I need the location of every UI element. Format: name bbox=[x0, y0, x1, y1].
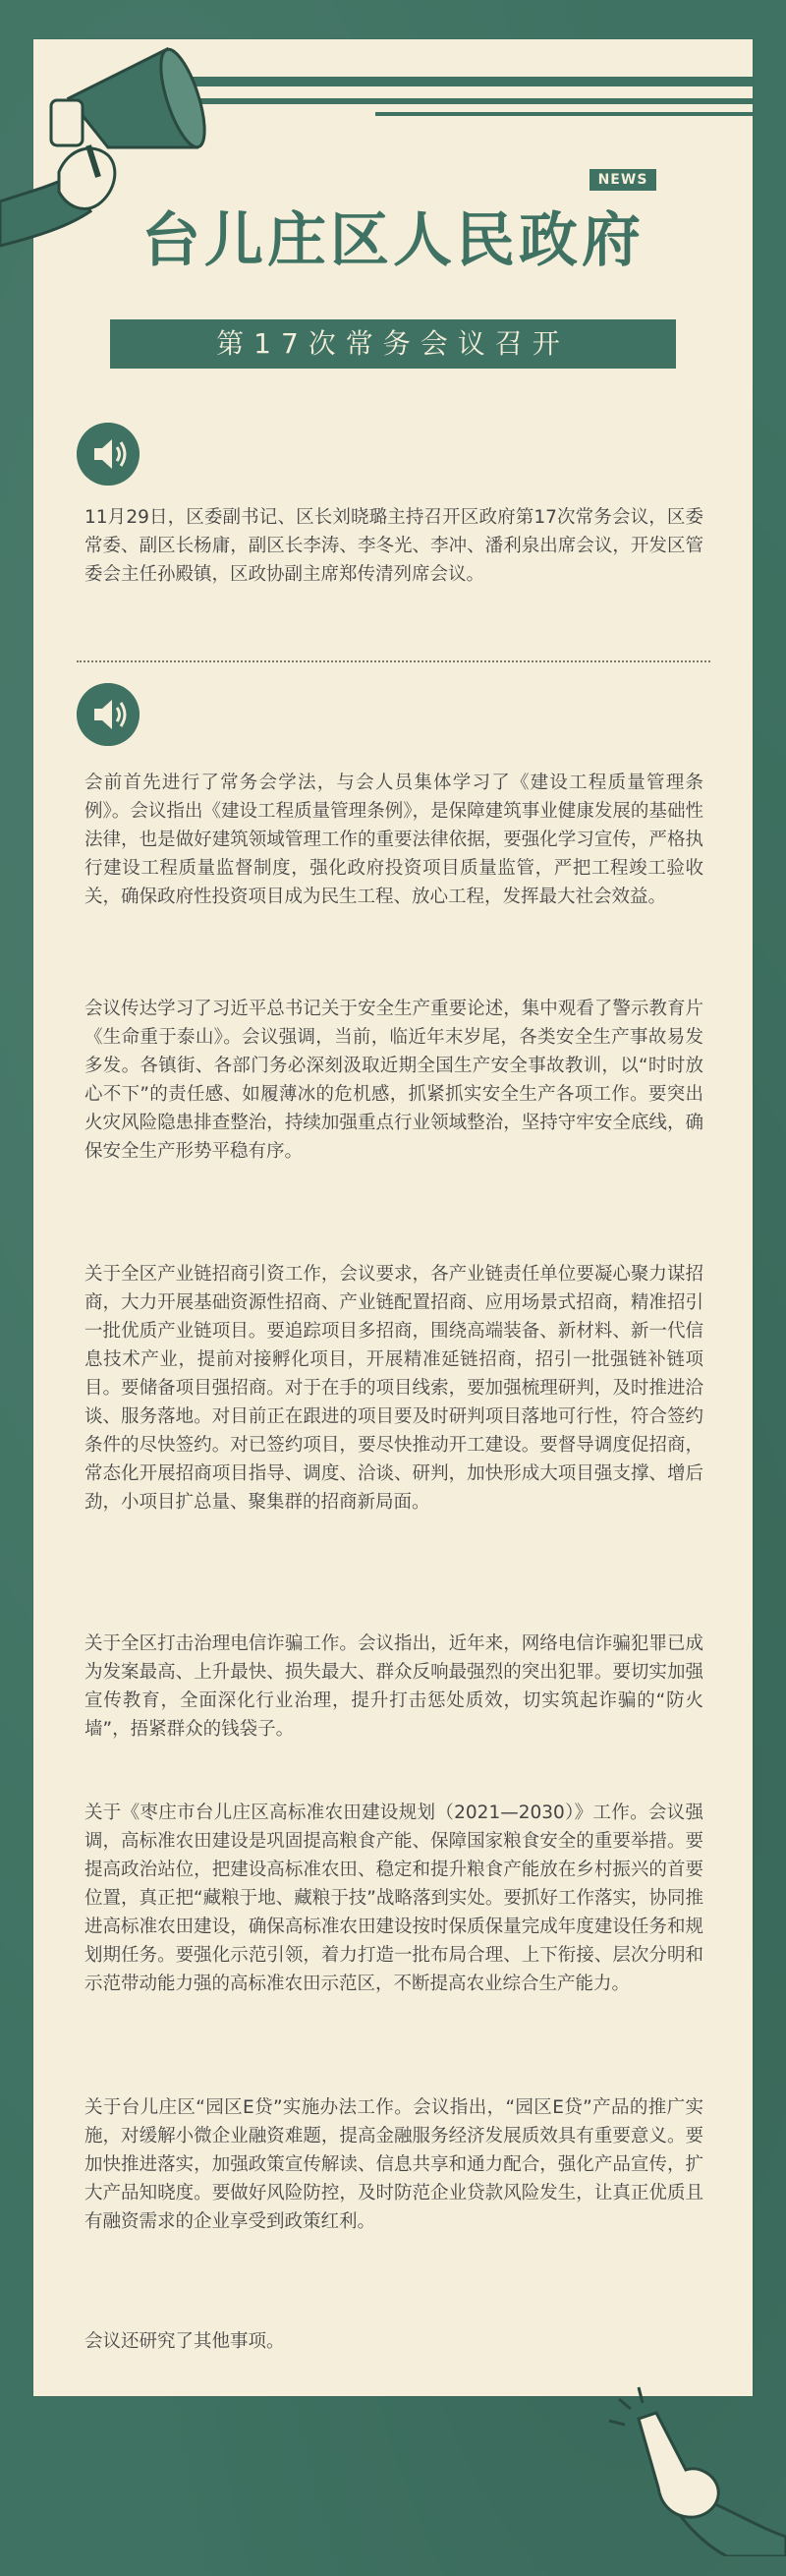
intro-paragraph: 11月29日，区委副书记、区长刘晓璐主持召开区政府第17次常务会议，区委常委、副区长杨庸，副区长李涛、李冬光、李冲、潘利泉出席会议，开发区管委会主任孙殿镇，区政协副主席郑传清列席会议。 bbox=[84, 507, 703, 585]
speaker-icon bbox=[77, 683, 140, 746]
news-tag: NEWS bbox=[590, 169, 656, 191]
body-paragraph: 关于台儿庄区“园区E贷”实施办法工作。会议指出，“园区E贷”产品的推广实施，对缓解小微企业融资难题，提高金融服务经济发展质效具有重要意义。要加快推进落实，加强政策宣传解读、信息共享和通力配合，强化产品宣传，扩大产品知晓度。要做好风险防控，及时防范企业贷款风险发生，让真正优质且有融资需求的企业享受到政策红利。 bbox=[84, 2097, 703, 2232]
body-paragraph: 关于全区打击治理电信诈骗工作。会议指出，近年来，网络电信诈骗犯罪已成为发案最高、上升最快、损失最大、群众反响最强烈的突出犯罪。要切实加强宣传教育，全面深化行业治理，提升打击惩处质效，切实筑起诈骗的“防火墙”，捂紧群众的钱袋子。 bbox=[84, 1633, 703, 1740]
dotted-divider bbox=[77, 660, 710, 662]
body-paragraph: 会议还研究了其他事项。 bbox=[84, 2331, 285, 2352]
body-paragraph: 关于《枣庄市台儿庄区高标准农田建设规划（2021—2030）》工作。会议强调，高标准农田建设是巩固提高粮食产能、保障国家粮食安全的重要举措。要提高政治站位，把建设高标准农田、稳定和提升粮食产能放在乡村振兴的首要位置，真正把“藏粮于地、藏粮于技”战略落到实处。要抓好工作落实，协同推进高标准农田建设，确保高标准农田建设按时保质保量完成年度建设任务和规划期任务。要强化示范引领，着力打造一批布局合理、上下衔接、层次分明和示范带动能力强的高标准农田示范区，不断提高农业综合生产能力。 bbox=[84, 1803, 703, 1994]
page-title: 台儿庄区人民政府 bbox=[141, 206, 645, 275]
paper-panel bbox=[33, 39, 753, 2396]
body-paragraph: 关于全区产业链招商引资工作，会议要求，各产业链责任单位要凝心聚力谋招商，大力开展基础资源性招商、产业链配置招商、应用场景式招商，精准招引一批优质产业链项目。要追踪项目多招商，围绕高端装备、新材料、新一代信息技术产业，提前对接孵化项目，开展精准延链招商，招引一批强链补链项目。要储备项目强招商。对于在手的项目线索，要加强梳理研判，及时推进洽谈、服务落地。对目前正在跟进的项目要及时研判项目落地可行性，符合签约条件的尽快签约。对已签约项目，要尽快推动开工建设。要督导调度促招商，常态化开展招商项目指导、调度、洽谈、研判，加快形成大项目强支撑、增后劲，小项目扩总量、聚集群的招商新局面。 bbox=[84, 1264, 703, 1513]
pointing-hand-icon bbox=[580, 2379, 786, 2556]
decorative-stripes bbox=[124, 77, 753, 145]
speaker-icon bbox=[77, 423, 140, 486]
body-paragraph: 会议传达学习了习近平总书记关于安全生产重要论述，集中观看了警示教育片《生命重于泰山》。会议强调，当前，临近年末岁尾，各类安全生产事故易发多发。各镇街、各部门务必深刻汲取近期全国生产安全事故教训，以“时时放心不下”的责任感、如履薄冰的危机感，抓紧抓实安全生产各项工作。要突出火灾风险隐患排查整治，持续加强重点行业领域整治，坚持守牢安全底线，确保安全生产形势平稳有序。 bbox=[84, 999, 703, 1162]
body-paragraph: 会前首先进行了常务会学法，与会人员集体学习了《建设工程质量管理条例》。会议指出《建设工程质量管理条例》，是保障建筑事业健康发展的基础性法律，也是做好建筑领域管理工作的重要法律依据，要强化学习宣传，严格执行建设工程质量监督制度，强化政府投资项目质量监管，严把工程竣工验收关，确保政府性投资项目成为民生工程、放心工程，发挥最大社会效益。 bbox=[84, 773, 703, 907]
meeting-subtitle: 第17次常务会议召开 bbox=[110, 319, 676, 369]
